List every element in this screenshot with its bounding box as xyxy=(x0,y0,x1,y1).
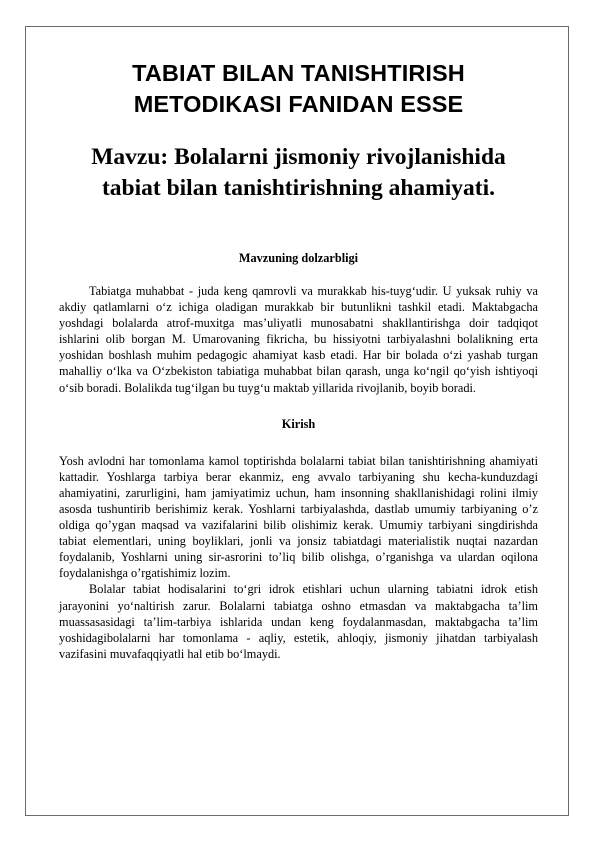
section-heading-introduction: Kirish xyxy=(281,416,316,431)
paragraph-introduction-1: Yosh avlodni har tomonlama kamol toptirishda bolalarni tabiat bilan tanishtirishning ahamiyati kattadir. Yoshlarga tarbiya berar ekanmiz, eng avvalo tarbiyaning shu kecha-kunduzdagi ahamiyatini, zarurligini, ham jamiyatimiz uchun, ham insonning shakllanishidagi rolini ilmiy asosda tushuntirib berishimiz kerak. Yoshlarni tarbiyalashda, dastlab umumiy tarbiyaning o’z oldiga qo’ygan maqsad va vazifalarini bilib olishimiz kerak. Umumiy tarbiyani singdirishda tabiat elementlari, uning boyliklari, jonli va jonsiz tabiatdagi materialistik nuqtai nazardan foydalanib, Yoshlarni uning sir-asrorini to’liq bilib olishga, o’rganishga va ulardan oqilona foydalanishga o’rgatishimiz lozim. xyxy=(59,453,538,581)
paragraph-introduction-2: Bolalar tabiat hodisalarini to‘gri idrok etishlari uchun ularning tabiatni idrok etish jarayonini yo‘naltirish zarur. Bolalarni tabiatga oshno etmasdan va maktabgacha ta’lim muassasasidagi ta’lim-tarbiya ishlarida undan keng foydalanmasdan, maktabgacha ta’lim yoshidagibolalarni har tomonlama - aqliy, estetik, ahloqiy, jismoniy jihatdan tarbiyalash vazifasini muvafaqqiyatli hal etib bo‘lmaydi. xyxy=(59,582,538,661)
section-heading-relevance: Mavzuning dolzarbligi xyxy=(238,251,359,265)
document-topic: Mavzu: Bolalarni jismoniy rivojlanishida tabiat bilan tanishtirishning ahamiyati. xyxy=(91,144,506,201)
paragraph-relevance: Tabiatga muhabbat - juda keng qamrovli va murakkab his-tuyg‘udir. U yuksak ruhiy va akdiy qatlamlarni o‘z ichiga oladigan murakkab bir butunlikni tashkil etadi. Maktabgacha yoshdagi bolalarda atrof-muxitga mas’uliyatli munosabatni shakllantirishga doir tadqiqot ishlarini olib borgan M. Umarovaning fikricha, bu hissiyotni tarbiyalashni bolalikning erta yoshidan boshlash muhim pedagogic ahamiyat kasb etadi. Har bir bolada o‘zi yashab turgan mahalliy o‘lka va O‘zbekiston tabiatiga muhabbat bilan qarash, unga ko‘ngil qo‘yish ishtiyoqi o‘sib boradi. Bolalikda tug‘ilgan bu tuyg‘u maktab yillarida rivojlanib, boyib boradi. xyxy=(59,284,538,395)
document-body xyxy=(59,58,538,662)
document-title: TABIAT BILAN TANISHTIRISH METODIKASI FANIDAN ESSE xyxy=(132,60,465,117)
